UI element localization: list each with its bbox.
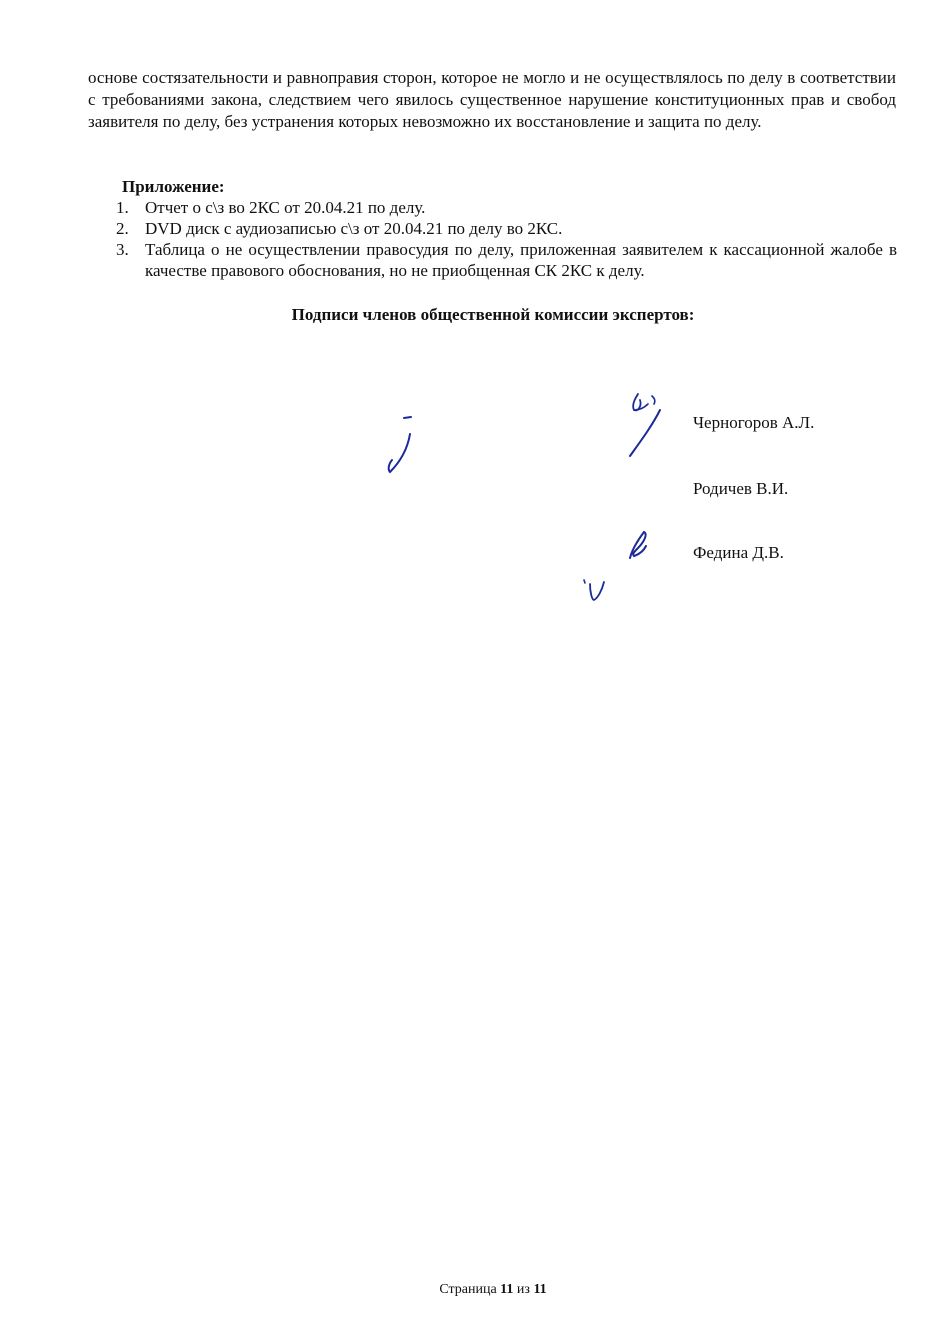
footer-separator: из [516,1282,530,1297]
footer-prefix: Страница [439,1282,497,1297]
appendix-item [110,239,897,281]
signature-mark-left [380,410,420,478]
signature-fedina [622,524,656,564]
signer-name-fedina: Федина Д.В. [693,543,784,562]
appendix-title: Приложение: [122,177,225,196]
signatures-heading: Подписи членов общественной комиссии экспертов: [291,305,695,324]
appendix-item-number: 1. [116,198,129,217]
signature-mark-bottom [578,574,612,606]
appendix-item [110,218,897,239]
body-paragraph: основе состязательности и равноправия сторон, которое не могло и не осуществлялось по делу в соответствии с требованиями закона, следствием чего явилось существенное нарушение конституционных прав и свобод заявителя по делу, без устранения которых невозможно их восстановление и защита по делу. [88,68,896,131]
appendix-item-text: Отчет о с\з во 2КС от 20.04.21 по делу. [145,198,426,217]
signer-name-chernogorov: Черногоров А.Л. [693,413,815,432]
appendix-item-number: 2. [116,219,129,238]
appendix-item-text: DVD диск с аудиозаписью с\з от 20.04.21 по делу во 2КС. [145,219,563,238]
appendix-item [110,197,897,218]
page-footer [0,1280,930,1300]
appendix-item-number: 3. [116,240,129,259]
signer-name-rodichev: Родичев В.И. [693,479,789,498]
signature-chernogorov [624,388,668,462]
footer-total-pages: 11 [533,1282,547,1297]
footer-current-page: 11 [500,1282,514,1297]
appendix-item-text: Таблица о не осуществлении правосудия по делу, приложенная заявителем к кассационной жалобе в качестве правового обоснования, но не приобщенная СК 2КС к делу. [145,240,897,280]
appendix-list [110,197,897,281]
